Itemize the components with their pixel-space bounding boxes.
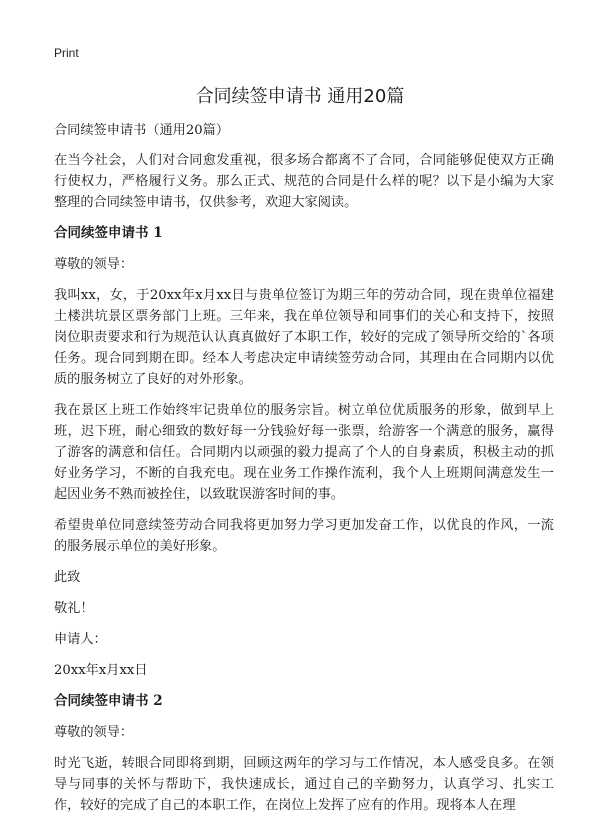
section-heading: 合同续签申请书 1: [54, 225, 163, 241]
applicant-line: 申请人：: [54, 632, 107, 647]
intro-paragraph: 在当今社会，人们对合同愈发重视，很多场合都离不了合同，合同能够促使双方正确行使权力，严格履行义务。那么正式、规范的合同是什么样的呢？以下是小编为大家整理的合同续签申请书，仅供参考，欢迎大家阅读。: [54, 153, 554, 210]
closing-line: 此致: [54, 570, 81, 585]
body-paragraph: 希望贵单位同意续签劳动合同我将更加努力学习更加发奋工作，以优良的作风，一流的服务展示单位的美好形象。: [54, 518, 554, 554]
body-paragraph: 我叫xx，女，于20xx年x月xx日与贵单位签订为期三年的劳动合同，现在贵单位福建土楼洪坑景区票务部门上班。三年来，我在单位领导和同事们的关心和支持下，按照岗位职责要求和行为规范认认真真做好了本职工作，较好的完成了领导所交给的`各项任务。现合同到期在即。经本人考虑决定申请续签劳动合同，其理由在合同期内以优质的服务树立了良好的对外形象。: [54, 288, 554, 387]
body-paragraph: 时光飞逝，转眼合同即将到期，回顾这两年的学习与工作情况，本人感受良多。在领导与同事的关怀与帮助下，我快速成长，通过自己的辛勤努力，认真学习、扎实工作，较好的完成了自己的本职工作，在岗位上发挥了应有的作用。现将本人在理: [54, 756, 554, 813]
salutation: 尊敬的领导：: [54, 725, 134, 740]
print-label: Print: [54, 46, 79, 60]
document-subtitle: 合同续签申请书（通用20篇）: [54, 123, 230, 138]
section-heading: 合同续签申请书 2: [54, 693, 163, 709]
salutation: 尊敬的领导：: [54, 257, 134, 272]
date-line: 20xx年x月xx日: [54, 663, 148, 678]
document-body: [54, 120, 554, 826]
body-paragraph: 我在景区上班工作始终牢记贵单位的服务宗旨。树立单位优质服务的形象，做到早上班，迟下班，耐心细致的数好每一分钱验好每一张票，给游客一个满意的服务，赢得了游客的满意和信任。合同期内以顽强的毅力提高了个人的自身素质，积极主动的抓好业务学习，不断的自我充电。现在业务工作操作流利，我个人上班期间满意发生一起因业务不熟而被拴住，以致耽误游客时间的事。: [54, 403, 554, 502]
regards-line: 敬礼！: [54, 601, 94, 616]
document-title: 合同续签申请书 通用20篇: [195, 86, 405, 107]
